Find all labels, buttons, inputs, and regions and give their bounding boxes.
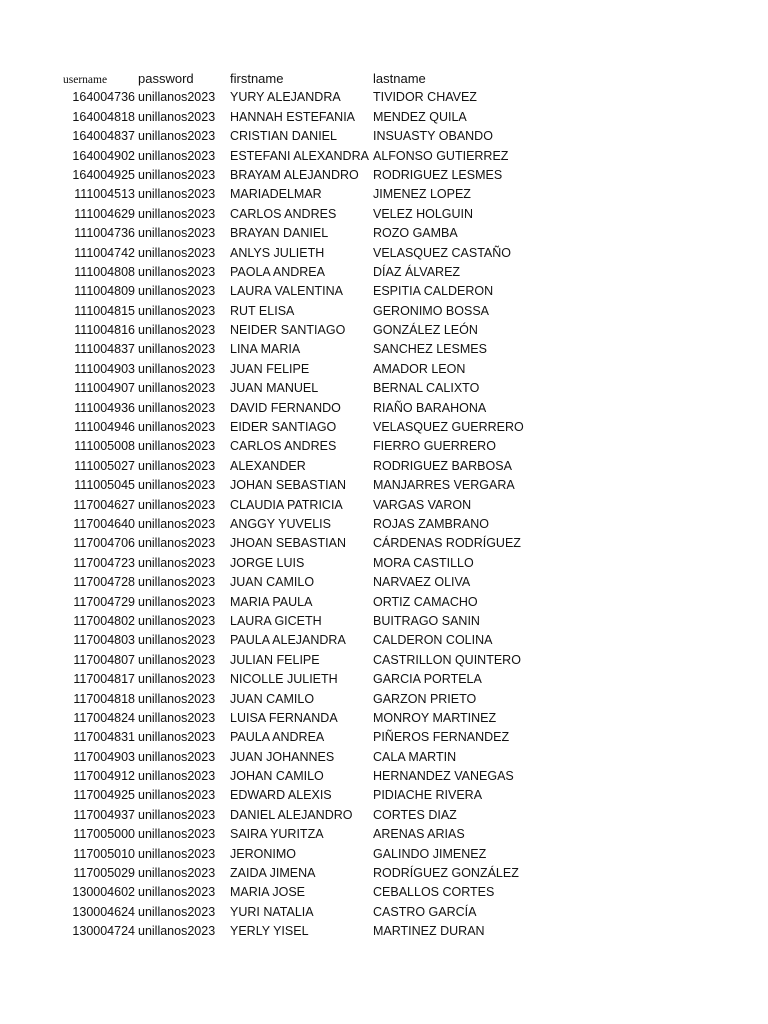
- firstname-cell: ALEXANDER: [230, 458, 306, 473]
- table-row: [0, 903, 768, 922]
- username-cell: 117005000: [73, 827, 135, 842]
- password-cell: unillanos2023: [138, 109, 216, 124]
- table-row: [0, 224, 768, 243]
- username-cell: 111004816: [74, 323, 135, 338]
- firstname-cell: ZAIDA JIMENA: [230, 866, 316, 881]
- firstname-cell: YURY ALEJANDRA: [230, 90, 341, 105]
- firstname-cell: YERLY YISEL: [230, 924, 309, 939]
- username-cell: 111004907: [74, 381, 135, 396]
- password-cell: unillanos2023: [138, 827, 216, 842]
- lastname-cell: ORTIZ CAMACHO: [373, 594, 478, 609]
- password-cell: unillanos2023: [138, 672, 216, 687]
- firstname-cell: PAOLA ANDREA: [230, 264, 325, 279]
- username-cell: 117004640: [73, 516, 135, 531]
- lastname-cell: PIÑEROS FERNANDEZ: [373, 730, 510, 745]
- password-cell: unillanos2023: [138, 478, 216, 493]
- lastname-cell: PIDIACHE RIVERA: [373, 788, 483, 803]
- username-cell: 111005045: [74, 478, 135, 493]
- username-cell: 164004736: [72, 90, 135, 105]
- table-row: [0, 573, 768, 592]
- table-body: [0, 88, 768, 941]
- table-row: [0, 593, 768, 612]
- lastname-cell: CASTRO GARCÍA: [373, 904, 477, 919]
- username-cell: 111004903: [74, 361, 135, 376]
- firstname-cell: BRAYAM ALEJANDRO: [230, 167, 359, 182]
- password-cell: unillanos2023: [138, 846, 216, 861]
- username-cell: 111004946: [74, 420, 135, 435]
- password-cell: unillanos2023: [138, 439, 216, 454]
- table-row: [0, 418, 768, 437]
- lastname-cell: JIMENEZ LOPEZ: [373, 187, 471, 202]
- table-row: [0, 534, 768, 553]
- table-row: [0, 147, 768, 166]
- lastname-header: lastname: [373, 71, 426, 86]
- user-table: [0, 69, 768, 942]
- username-cell: 130004602: [72, 885, 135, 900]
- password-cell: unillanos2023: [138, 264, 216, 279]
- username-cell: 117004729: [73, 594, 135, 609]
- firstname-cell: CARLOS ANDRES: [230, 206, 337, 221]
- table-row: [0, 690, 768, 709]
- firstname-cell: HANNAH ESTEFANIA: [230, 109, 356, 124]
- lastname-cell: ESPITIA CALDERON: [373, 284, 494, 299]
- password-cell: unillanos2023: [138, 420, 216, 435]
- username-cell: 130004724: [72, 924, 135, 939]
- password-cell: unillanos2023: [138, 381, 216, 396]
- username-cell: 111004809: [74, 284, 135, 299]
- lastname-cell: RODRIGUEZ BARBOSA: [373, 458, 512, 473]
- username-cell: 130004624: [72, 904, 135, 919]
- password-cell: unillanos2023: [138, 924, 216, 939]
- password-cell: unillanos2023: [138, 730, 216, 745]
- username-cell: 164004837: [72, 129, 135, 144]
- lastname-cell: VELASQUEZ CASTAÑO: [373, 245, 511, 260]
- username-cell: 111004808: [74, 264, 135, 279]
- firstname-cell: LAURA VALENTINA: [230, 284, 344, 299]
- firstname-cell: ESTEFANI ALEXANDRA: [230, 148, 369, 163]
- table-row: [0, 108, 768, 127]
- lastname-cell: AMADOR LEON: [373, 361, 466, 376]
- lastname-cell: ARENAS ARIAS: [373, 827, 465, 842]
- firstname-cell: SAIRA YURITZA: [230, 827, 324, 842]
- table-row: [0, 786, 768, 805]
- firstname-cell: ANLYS JULIETH: [230, 245, 325, 260]
- username-cell: 117004802: [73, 613, 135, 628]
- firstname-cell: DAVID FERNANDO: [230, 400, 341, 415]
- username-cell: 111005027: [74, 458, 135, 473]
- username-cell: 164004818: [72, 109, 135, 124]
- username-cell: 117004706: [73, 536, 135, 551]
- table-row: [0, 263, 768, 282]
- firstname-cell: JERONIMO: [230, 846, 296, 861]
- username-cell: 117004831: [73, 730, 135, 745]
- firstname-cell: YURI NATALIA: [230, 904, 314, 919]
- username-cell: 117004817: [73, 672, 135, 687]
- username-cell: 111004936: [74, 400, 135, 415]
- firstname-cell: EDWARD ALEXIS: [230, 788, 332, 803]
- username-cell: 117004627: [73, 497, 135, 512]
- lastname-cell: GERONIMO BOSSA: [373, 303, 489, 318]
- firstname-cell: DANIEL ALEJANDRO: [230, 807, 353, 822]
- password-cell: unillanos2023: [138, 575, 216, 590]
- firstname-cell: NICOLLE JULIETH: [230, 672, 338, 687]
- lastname-cell: CALA MARTIN: [373, 749, 457, 764]
- lastname-cell: ROZO GAMBA: [373, 226, 458, 241]
- password-cell: unillanos2023: [138, 769, 216, 784]
- password-cell: unillanos2023: [138, 167, 216, 182]
- table-row: [0, 496, 768, 515]
- lastname-cell: TIVIDOR CHAVEZ: [373, 90, 477, 105]
- table-row: [0, 748, 768, 767]
- password-cell: unillanos2023: [138, 633, 216, 648]
- lastname-cell: CÁRDENAS RODRÍGUEZ: [373, 536, 521, 551]
- lastname-cell: ALFONSO GUTIERREZ: [373, 148, 509, 163]
- firstname-cell: JOHAN SEBASTIAN: [230, 478, 346, 493]
- table-row: [0, 631, 768, 650]
- firstname-cell: NEIDER SANTIAGO: [230, 323, 346, 338]
- password-cell: unillanos2023: [138, 342, 216, 357]
- username-cell: 164004902: [72, 148, 135, 163]
- firstname-cell: ANGGY YUVELIS: [230, 516, 331, 531]
- lastname-cell: GARCIA PORTELA: [373, 672, 482, 687]
- firstname-cell: JUAN FELIPE: [230, 361, 310, 376]
- username-cell: 111004629: [74, 206, 135, 221]
- password-header: password: [138, 71, 194, 86]
- table-row: [0, 205, 768, 224]
- table-row: [0, 767, 768, 786]
- table-row: [0, 709, 768, 728]
- table-row: [0, 437, 768, 456]
- lastname-cell: SANCHEZ LESMES: [373, 342, 487, 357]
- firstname-cell: MARIA JOSE: [230, 885, 306, 900]
- username-cell: 111004815: [74, 303, 135, 318]
- password-cell: unillanos2023: [138, 613, 216, 628]
- username-cell: 111004837: [74, 342, 135, 357]
- username-cell: 117004925: [73, 788, 135, 803]
- password-cell: unillanos2023: [138, 148, 216, 163]
- table-row: [0, 515, 768, 534]
- firstname-header: firstname: [230, 71, 284, 86]
- password-cell: unillanos2023: [138, 187, 216, 202]
- firstname-cell: LUISA FERNANDA: [230, 710, 338, 725]
- lastname-cell: MANJARRES VERGARA: [373, 478, 515, 493]
- firstname-cell: JULIAN FELIPE: [230, 652, 320, 667]
- username-cell: 117004807: [73, 652, 135, 667]
- password-cell: unillanos2023: [138, 361, 216, 376]
- lastname-cell: GONZÁLEZ LEÓN: [373, 323, 478, 338]
- table-row: [0, 399, 768, 418]
- lastname-cell: RODRIGUEZ LESMES: [373, 167, 503, 182]
- lastname-cell: MARTINEZ DURAN: [373, 924, 485, 939]
- table-row: [0, 864, 768, 883]
- password-cell: unillanos2023: [138, 226, 216, 241]
- lastname-cell: BERNAL CALIXTO: [373, 381, 480, 396]
- table-row: [0, 244, 768, 263]
- lastname-cell: GARZON PRIETO: [373, 691, 477, 706]
- firstname-cell: MARIA PAULA: [230, 594, 313, 609]
- lastname-cell: CORTES DIAZ: [373, 807, 457, 822]
- table-row: [0, 185, 768, 204]
- password-cell: unillanos2023: [138, 206, 216, 221]
- firstname-cell: LINA MARIA: [230, 342, 301, 357]
- password-cell: unillanos2023: [138, 323, 216, 338]
- lastname-cell: BUITRAGO SANIN: [373, 613, 480, 628]
- firstname-cell: BRAYAN DANIEL: [230, 226, 329, 241]
- firstname-cell: JHOAN SEBASTIAN: [230, 536, 346, 551]
- username-cell: 111004513: [74, 187, 135, 202]
- table-row: [0, 922, 768, 941]
- table-row: [0, 845, 768, 864]
- firstname-cell: EIDER SANTIAGO: [230, 420, 337, 435]
- firstname-cell: JOHAN CAMILO: [230, 769, 324, 784]
- password-cell: unillanos2023: [138, 652, 216, 667]
- lastname-cell: ROJAS ZAMBRANO: [373, 516, 489, 531]
- table-row: [0, 476, 768, 495]
- lastname-cell: MONROY MARTINEZ: [373, 710, 497, 725]
- firstname-cell: PAULA ALEJANDRA: [230, 633, 346, 648]
- lastname-cell: NARVAEZ OLIVA: [373, 575, 471, 590]
- password-cell: unillanos2023: [138, 90, 216, 105]
- table-row: [0, 166, 768, 185]
- password-cell: unillanos2023: [138, 710, 216, 725]
- firstname-cell: JUAN JOHANNES: [230, 749, 335, 764]
- lastname-cell: VARGAS VARON: [373, 497, 472, 512]
- password-cell: unillanos2023: [138, 458, 216, 473]
- lastname-cell: CEBALLOS CORTES: [373, 885, 495, 900]
- table-row: [0, 340, 768, 359]
- username-cell: 117005029: [73, 866, 135, 881]
- table-row: [0, 554, 768, 573]
- table-row: [0, 883, 768, 902]
- password-cell: unillanos2023: [138, 749, 216, 764]
- table-row: [0, 457, 768, 476]
- password-cell: unillanos2023: [138, 555, 216, 570]
- lastname-cell: DÍAZ ÁLVAREZ: [373, 264, 461, 279]
- lastname-cell: CASTRILLON QUINTERO: [373, 652, 521, 667]
- username-cell: 111005008: [74, 439, 135, 454]
- password-cell: unillanos2023: [138, 516, 216, 531]
- table-row: [0, 670, 768, 689]
- password-cell: unillanos2023: [138, 594, 216, 609]
- username-cell: 111004742: [74, 245, 135, 260]
- username-cell: 117004723: [73, 555, 135, 570]
- firstname-cell: JUAN MANUEL: [230, 381, 319, 396]
- table-row: [0, 651, 768, 670]
- password-cell: unillanos2023: [138, 245, 216, 260]
- firstname-cell: PAULA ANDREA: [230, 730, 325, 745]
- username-cell: 117004903: [73, 749, 135, 764]
- lastname-cell: VELASQUEZ GUERRERO: [373, 420, 524, 435]
- password-cell: unillanos2023: [138, 885, 216, 900]
- table-row: [0, 379, 768, 398]
- table-row: [0, 728, 768, 747]
- username-cell: 164004925: [72, 167, 135, 182]
- username-cell: 111004736: [74, 226, 135, 241]
- firstname-cell: JUAN CAMILO: [230, 691, 315, 706]
- firstname-cell: LAURA GICETH: [230, 613, 322, 628]
- password-cell: unillanos2023: [138, 284, 216, 299]
- lastname-cell: MORA CASTILLO: [373, 555, 474, 570]
- lastname-cell: INSUASTY OBANDO: [373, 129, 493, 144]
- username-cell: 117004912: [73, 769, 135, 784]
- password-cell: unillanos2023: [138, 497, 216, 512]
- lastname-cell: RODRÍGUEZ GONZÁLEZ: [373, 866, 519, 881]
- firstname-cell: CRISTIAN DANIEL: [230, 129, 337, 144]
- table-row: [0, 282, 768, 301]
- firstname-cell: MARIADELMAR: [230, 187, 322, 202]
- table-row: [0, 88, 768, 107]
- firstname-cell: JUAN CAMILO: [230, 575, 315, 590]
- table-row: [0, 612, 768, 631]
- password-cell: unillanos2023: [138, 691, 216, 706]
- password-cell: unillanos2023: [138, 400, 216, 415]
- password-cell: unillanos2023: [138, 807, 216, 822]
- password-cell: unillanos2023: [138, 303, 216, 318]
- username-cell: 117004728: [73, 575, 135, 590]
- firstname-cell: CLAUDIA PATRICIA: [230, 497, 343, 512]
- table-row: [0, 360, 768, 379]
- password-cell: unillanos2023: [138, 788, 216, 803]
- lastname-cell: FIERRO GUERRERO: [373, 439, 496, 454]
- table-row: [0, 321, 768, 340]
- username-cell: 117005010: [73, 846, 135, 861]
- table-row: [0, 127, 768, 146]
- firstname-cell: CARLOS ANDRES: [230, 439, 337, 454]
- lastname-cell: CALDERON COLINA: [373, 633, 493, 648]
- firstname-cell: RUT ELISA: [230, 303, 295, 318]
- username-cell: 117004824: [73, 710, 135, 725]
- lastname-cell: VELEZ HOLGUIN: [373, 206, 474, 221]
- password-cell: unillanos2023: [138, 866, 216, 881]
- password-cell: unillanos2023: [138, 129, 216, 144]
- username-cell: 117004937: [73, 807, 135, 822]
- username-cell: 117004803: [73, 633, 135, 648]
- lastname-cell: RIAÑO BARAHONA: [373, 400, 487, 415]
- table-row: [0, 302, 768, 321]
- username-cell: 117004818: [73, 691, 135, 706]
- lastname-cell: GALINDO JIMENEZ: [373, 846, 487, 861]
- header-row: [0, 69, 768, 88]
- password-cell: unillanos2023: [138, 904, 216, 919]
- table-row: [0, 825, 768, 844]
- lastname-cell: MENDEZ QUILA: [373, 109, 467, 124]
- lastname-cell: HERNANDEZ VANEGAS: [373, 769, 514, 784]
- password-cell: unillanos2023: [138, 536, 216, 551]
- firstname-cell: JORGE LUIS: [230, 555, 305, 570]
- username-header: username: [63, 74, 108, 86]
- table-row: [0, 806, 768, 825]
